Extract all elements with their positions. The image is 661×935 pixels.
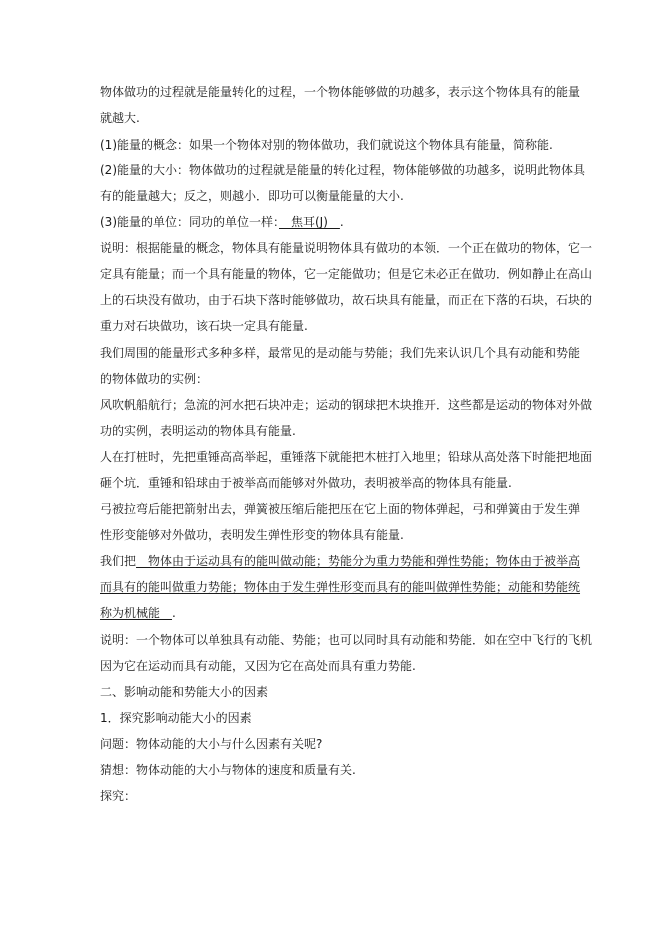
text-line: 探究： [100,789,137,803]
section-heading: 二、影响动能和势能大小的因素 [100,685,269,699]
text-line: 弓被拉弯后能把箭射出去，弹簧被压缩后能把压在它上面的物体弹起，弓和弹簧由于发生弹 [100,502,581,516]
definition-answer: 物体由于运动具有的能叫做动能；势能分为重力势能和弹性势能；物体由于被举高 [136,554,581,568]
text-line: 因为它在运动而具有动能，又因为它在高处而具有重力势能. [100,659,416,673]
definition-suffix: . [172,606,176,620]
unit-prefix: (3)能量的单位：同功的单位一样： [100,215,279,229]
definition-answer: 称为机械能 [100,606,173,620]
text-line: 风吹帆船航行；急流的河水把石块冲走；运动的钢球把木块推开．这些都是运动的物体对外做 [100,398,593,412]
definition-line [100,606,570,620]
definition-line [100,554,581,568]
text-line: 砸个坑．重锤和铅球由于被举高而能够对外做功，表明被举高的物体具有能量. [100,476,512,490]
text-line: 性形变能够对外做功，表明发生弹性形变的物体具有能量. [100,528,404,542]
definition-answer-line: 而具有的能叫做重力势能；物体由于发生弹性形变而具有的能叫做弹性势能；动能和势能统 [100,580,581,594]
text-line: 说明：根据能量的概念，物体具有能量说明物体具有做功的本领．一个正在做功的物体，它一 [100,241,593,255]
energy-unit-line [100,215,570,229]
text-line: 就越大. [100,111,140,125]
text-line: 我们周围的能量形式多种多样，最常见的是动能与势能；我们先来认识几个具有动能和势能 [100,346,581,360]
definition-prefix: 我们把 [100,554,137,568]
text-line: 猜想：物体动能的大小与物体的速度和质量有关. [100,763,356,777]
text-line: (1)能量的概念：如果一个物体对别的物体做功，我们就说这个物体具有能量，简称能. [100,138,553,152]
unit-blank: 焦耳(J) [279,215,340,229]
text-line: 有的能量越大；反之，则越小．即功可以衡量能量的大小. [100,189,404,203]
unit-suffix: . [339,215,344,229]
text-line: 功的实例，表明运动的物体具有能量. [100,424,296,438]
text-line: 定具有能量；而一个具有能量的物体，它一定能做功；但是它未必正在做功．例如静止在高山 [100,267,593,281]
text-line: 问题：物体动能的大小与什么因素有关呢? [100,737,323,751]
text-line: 的物体做功的实例： [100,372,209,386]
text-line: 说明：一个物体可以单独具有动能、势能；也可以同时具有动能和势能．如在空中飞行的飞机 [100,633,593,647]
subsection-heading: 1．探究影响动能大小的因素 [100,711,252,725]
text-line: 重力对石块做功，该石块一定具有能量. [100,319,308,333]
text-line: 物体做功的过程就是能量转化的过程，一个物体能够做的功越多，表示这个物体具有的能量 [100,85,581,99]
text-line: 上的石块没有做功，由于石块下落时能够做功，故石块具有能量，而正在下落的石块，石块的 [100,293,593,307]
text-line: 人在打桩时，先把重锤高高举起，重锤落下就能把木桩打入地里；铅球从高处落下时能把地面 [100,450,593,464]
text-line: (2)能量的大小：物体做功的过程就是能量的转化过程，物体能够做的功越多，说明此物体具 [100,163,586,177]
